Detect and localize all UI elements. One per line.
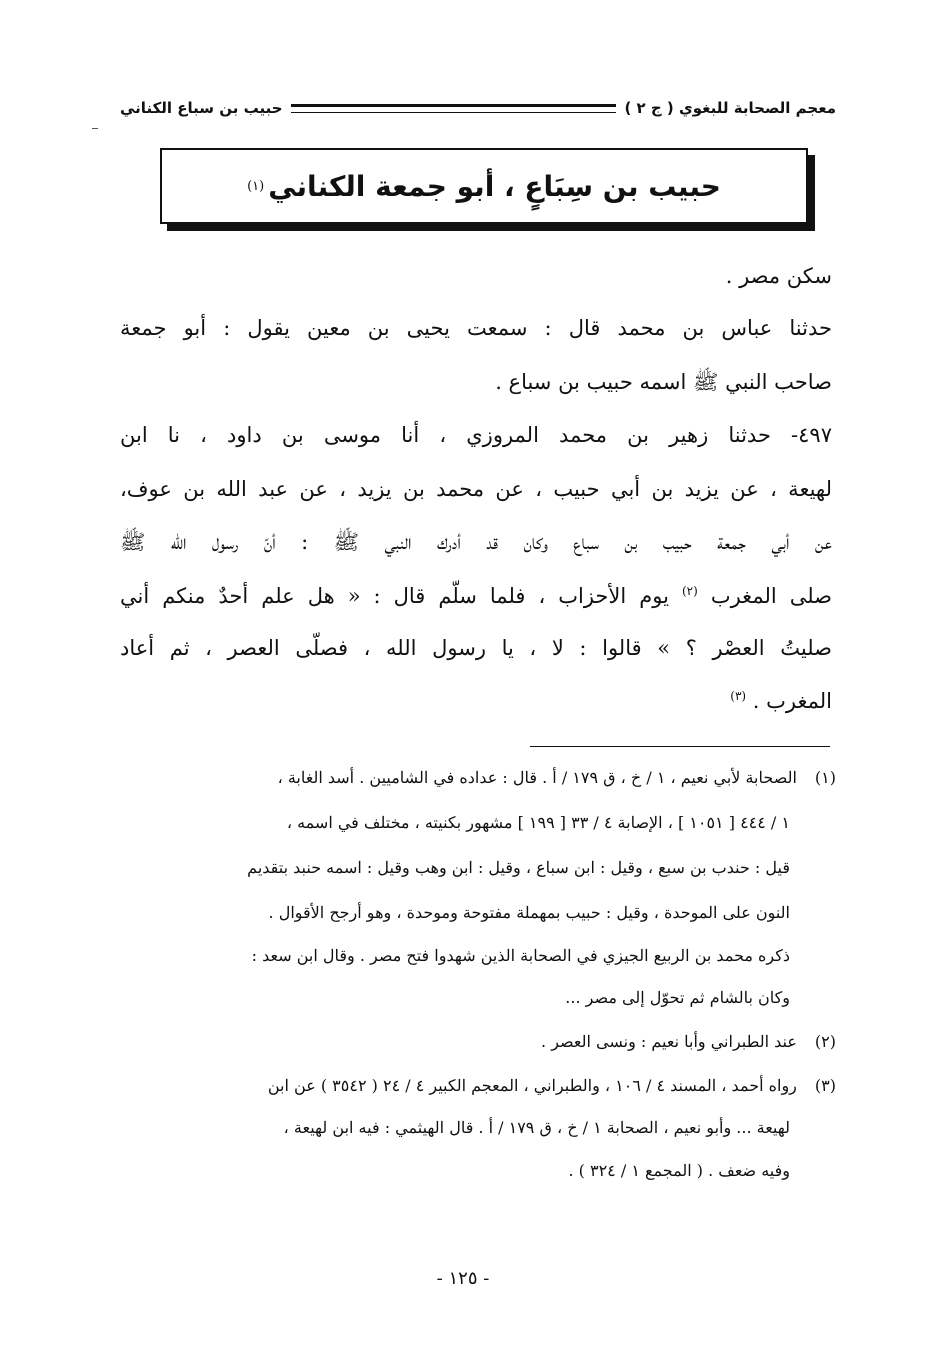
corner-mark: [92, 128, 98, 129]
footnote-1-line-3: قيل : حندب بن سبع ، وقيل : ابن سباع ، وقيل : ابن وهب وقيل : اسمه حنبد بتقديم: [247, 858, 790, 877]
book-title: معجم الصحابة للبغوي ( ج ٢ ): [624, 99, 836, 117]
entry-title: حبيب بن سِبَاعٍ ، أبو جمعة الكناني: [268, 169, 721, 203]
footnote-1-text-1: الصحابة لأبي نعيم ، ١ / خ ، ق ١٧٩ / أ . قال : عداده في الشاميين . أسد الغابة ،: [277, 768, 797, 787]
body-line-7: [120, 585, 832, 607]
footnote-3-line-2: لهيعة ... وأبو نعيم ، الصحابة ١ / خ ، ق ١٧٩ / أ . قال الهيثمي : فيه ابن لهيعة ،: [283, 1118, 790, 1137]
footnote-3-number: (٣): [814, 1076, 836, 1095]
footnote-1-line-1: [120, 770, 836, 786]
entry-title-box: [160, 148, 808, 224]
body-line-6: عن أبي جمعة حبيب بن سباع وكان قد أدرك النبي ﷺ : أنّ رسول الله ﷺ: [120, 530, 832, 554]
body-line-3: صاحب النبي ﷺ اسمه حبيب بن سباع .: [495, 370, 832, 394]
footnote-3-line-3: وفيه ضعف . ( المجمع ١ / ٣٢٤ ) .: [568, 1161, 790, 1180]
footnote-divider: [530, 746, 830, 747]
chapter-title: حبيب بن سباع الكناني: [120, 99, 283, 117]
footnote-3-line-1: [120, 1078, 836, 1094]
footnote-3-text-1: رواه أحمد ، المسند ٤ / ١٠٦ ، والطبراني ، المعجم الكبير ٤ / ٢٤ ( ٣٥٤٢ ) عن ابن: [267, 1076, 797, 1095]
running-header: [120, 94, 836, 122]
body-line-9: [120, 690, 832, 712]
title-footnote-ref: (١): [247, 178, 265, 194]
footnote-1-line-4: النون على الموحدة ، وقيل : حبيب بمهملة مفتوحة وموحدة ، وهو أرجح الأقوال .: [268, 903, 790, 922]
footnote-2-number: (٢): [814, 1032, 836, 1051]
page-number: - ١٢٥ -: [436, 1268, 490, 1289]
body-line-8: صليتُ العصْر ؟ » قالوا : لا ، يا رسول الله ، فصلّى العصر ، ثم أعاد: [120, 636, 832, 660]
footnote-ref-2: (٢): [681, 584, 698, 598]
body-line-2: حدثنا عباس بن محمد قال : سمعت يحيى بن معين يقول : أبو جمعة: [120, 316, 832, 340]
footnote-1-number: (١): [814, 768, 836, 787]
footnote-ref-3: (٣): [730, 689, 747, 703]
footnote-1-line-6: وكان بالشام ثم تحوّل إلى مصر ...: [565, 988, 790, 1007]
footnote-1-line-5: ذكره محمد بن الربيع الجيزي في الصحابة الذين شهدوا فتح مصر . وقال ابن سعد :: [251, 946, 790, 965]
body-line-1: سكن مصر .: [725, 264, 832, 288]
body-line-9-text: المغرب .: [752, 689, 832, 713]
body-line-7-end: يوم الأحزاب ، فلما سلّم قال : « هل علم أحدٌ منكم أني: [120, 584, 669, 608]
footnote-2-line-1: [120, 1034, 836, 1050]
body-line-5: لهيعة ، عن يزيد بن أبي حبيب ، عن محمد بن يزيد ، عن عبد الله بن عوف،: [120, 477, 832, 501]
footnote-1-line-2: ١ / ٤٤٤ [ ١٠٥١ ] ، الإصابة ٤ / ٣٣ [ ١٩٩ ] مشهور بكنيته ، مختلف في اسمه ،: [286, 813, 790, 832]
body-line-4: ٤٩٧- حدثنا زهير بن محمد المروزي ، أنا موسى بن داود ، نا ابن: [120, 423, 832, 447]
footnote-2-text-1: عند الطبراني وأبا نعيم : ونسى العصر .: [541, 1032, 797, 1051]
header-rule: [291, 104, 617, 113]
body-line-7-start: صلى المغرب: [710, 584, 832, 608]
